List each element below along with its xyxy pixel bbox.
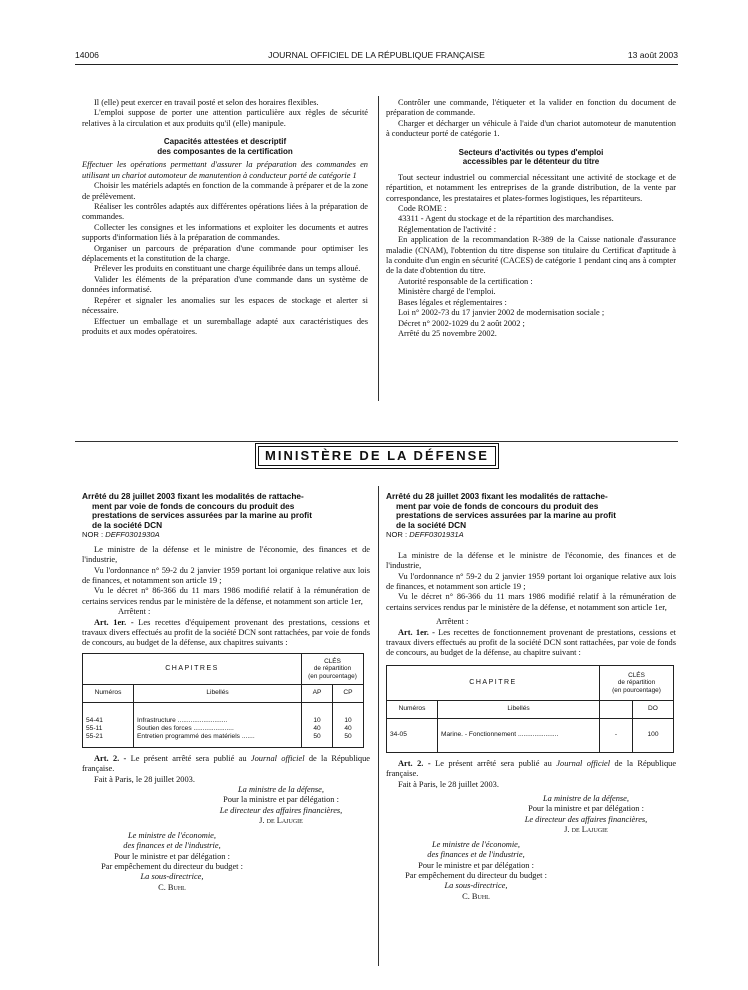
ministere-banner: MINISTÈRE DE LA DÉFENSE	[258, 446, 496, 466]
issue-date: 13 août 2003	[627, 50, 678, 60]
table-cell-ap: 10 40 50	[302, 702, 333, 747]
table-cell-dash: -	[600, 718, 633, 752]
signature-block-2: Le ministre de l'économie, des finances et de l'industrie, Pour le ministre et par délégation : Par empêchement du directeur du budget : La sous-directrice, C. Buhl	[101, 830, 243, 892]
table-cell-numeros: 54-41 55-11 55-21	[83, 702, 134, 747]
paragraph: Il (elle) peut exercer en travail posté et selon des horaires flexibles.	[94, 98, 319, 107]
arrete-title: Arrêté du 28 juillet 2003 fixant les modalités de rattache- ment par voie de fonds de concours du produit des prestations de services assurées par la marine au profit de la société DCN	[82, 491, 312, 530]
arrete-title: Arrêté du 28 juillet 2003 fixant les modalités de rattache- ment par voie de fonds de concours du produit des prestations de services assurées par la marine au profit de la société DCN	[386, 491, 616, 530]
paragraph: Contrôler une commande, l'étiqueter et la valider en fonction du document de préparation de commande.	[386, 98, 676, 118]
list-item: Collecter les consignes et les informations et exploiter les documents et autres supports d'information liés à la préparation de commandes.	[82, 222, 368, 243]
paragraph: Le ministre de la défense et le ministre de l'économie, des finances et de l'industrie,	[82, 544, 370, 565]
article-2: Art. 2. - Le présent arrêté sera publié au Journal officiel de la République française.	[386, 758, 677, 779]
section-title: des composantes de la certification	[157, 146, 293, 156]
fait-a-paris: Fait à Paris, le 28 juillet 2003.	[94, 774, 195, 784]
table-header: CHAPITRE	[387, 665, 600, 700]
fait-a-paris: Fait à Paris, le 28 juillet 2003.	[398, 779, 499, 789]
list-item: Réaliser les contrôles adaptés aux différentes opérations liées à la préparation de commandes.	[82, 202, 368, 222]
section-title: Capacités attestées et descriptif	[163, 137, 287, 147]
autorite-value: Ministère chargé de l'emploi.	[398, 287, 496, 297]
column-divider-bottom	[378, 486, 379, 966]
table-header-cles: CLÉS de répartition (en pourcentage)	[302, 653, 364, 684]
column-divider-top	[378, 96, 379, 401]
bases-label: Bases légales et réglementaires :	[398, 297, 507, 307]
table-header: CHAPITRES	[83, 653, 302, 684]
paragraph: La ministre de la défense et le ministre de l'économie, des finances et de l'industrie,	[386, 550, 676, 571]
signature-block-2: Le ministre de l'économie, des finances et de l'industrie, Pour le ministre et par délégation : Par empêchement du directeur du budget : La sous-directrice, C. Buhl	[405, 839, 547, 901]
ministere-rule	[75, 441, 678, 442]
col-header: Numéros	[83, 684, 134, 702]
list-item: Organiser un parcours de préparation d'une commande pour optimiser les déplacements et la constitution de la charge.	[82, 243, 368, 264]
paragraph: Vu l'ordonnance n° 59-2 du 2 janvier 1959 portant loi organique relative aux lois de finances, et notamment son article 19 ;	[82, 565, 370, 585]
table-header-cles: CLÉS de répartition (en pourcentage)	[600, 665, 674, 700]
page-number: 14006	[75, 50, 99, 60]
bases-item: Décret n° 2002-1029 du 2 août 2002 ;	[398, 318, 525, 328]
nor-reference: NOR : DEFF0301930A	[82, 530, 160, 540]
paragraph: L'emploi suppose de porter une attention particulière aux règles de sécurité relatives à la circulation et aux produits qu'il (elle) manipule.	[82, 108, 368, 128]
reglementation-label: Réglementation de l'activité :	[398, 224, 497, 234]
signature-block-1: La ministre de la défense, Pour la ministre et par délégation : Le directeur des affaires financières, J. de Lajugie	[219, 785, 343, 826]
arrete-left	[82, 492, 370, 893]
bases-item: Arrêté du 25 novembre 2002.	[398, 328, 497, 338]
paragraph: Vu le décret n° 86-366 du 11 mars 1986 modifié relatif à la rémunération de certains services rendus par le ministère de la défense, et notamment son article 1er,	[386, 592, 676, 612]
table-cell-libelles: Infrastructure ........................... Soutien des forces ...................... Entretien programmé des matériels .......	[134, 702, 302, 747]
top-right-column	[386, 98, 676, 339]
table-cell-cp: 10 40 50	[333, 702, 364, 747]
list-item: Effectuer un emballage et un suremballage adapté aux caractéristiques des produits et aux modes opératoires.	[82, 316, 368, 336]
code-rome-value: 43311 - Agent du stockage et de la répartition des marchandises.	[398, 214, 614, 224]
table-cell-libelles: Marine. - Fonctionnement ......................	[438, 718, 600, 752]
section-title: accessibles par le détenteur du titre	[462, 157, 600, 167]
table-cell-do: 100	[633, 718, 674, 752]
arrete-right	[386, 492, 676, 902]
col-header: CP	[333, 684, 364, 702]
header-rule	[75, 64, 678, 65]
signature-block-1: La ministre de la défense, Pour la ministre et par délégation : Le directeur des affaires financières, J. de Lajugie	[524, 794, 648, 835]
col-header: DO	[633, 700, 674, 718]
chapitre-table	[386, 665, 674, 753]
code-rome-label: Code ROME :	[398, 204, 447, 214]
col-header: Numéros	[387, 700, 438, 718]
reglementation-text: En application de la recommandation R-389 de la Caisse nationale d'assurance maladie (CNAM), l'obtention du titre dispense son titulaire du Certificat d'aptitude à la conduite d'un engin en sécurité (CACES) de catégorie 1 pendant cinq ans à compter de la date d'obtention du titre.	[386, 235, 676, 276]
nor-reference: NOR : DEFF0301931A	[386, 530, 464, 540]
col-header: AP	[302, 684, 333, 702]
paragraph: Tout secteur industriel ou commercial nécessitant une activité de stockage et de répartition, et notamment les entreprises de la grande distribution, de la vente par correspondance, les prestataires et plates-formes logistiques, les répartiteurs.	[386, 172, 676, 203]
page-header	[75, 50, 678, 64]
italic-intro: Effectuer les opérations permettant d'assurer la préparation des commandes en utilisant un chariot automoteur de manutention à conducteur porté de catégorie 1	[82, 160, 368, 180]
paragraph: Charger et décharger un véhicule à l'aide d'un chariot automoteur de manutention à conducteur porté de catégorie 1.	[386, 118, 676, 139]
table-cell-numeros: 34-05	[387, 718, 438, 752]
chapitres-table	[82, 653, 364, 748]
article-1: Art. 1er. - Les recettes d'équipement provenant des prestations, cessions et travaux divers effectués au profit de la société DCN sont rattachées, par voie de fonds de concours, au budget de la défense, aux chapitres suivants :	[82, 617, 370, 648]
article-2: Art. 2. - Le présent arrêté sera publié au Journal officiel de la République française.	[82, 753, 371, 774]
journal-title: JOURNAL OFFICIEL DE LA RÉPUBLIQUE FRANÇAISE	[268, 50, 485, 60]
top-left-column	[82, 98, 368, 337]
col-header: Libellés	[438, 700, 600, 718]
col-blank	[600, 700, 633, 718]
section-title: Secteurs d'activités ou types d'emploi	[458, 147, 604, 157]
list-item: Repérer et signaler les anomalies sur les espaces de stockage et alerter si nécessaire.	[82, 295, 368, 316]
autorite-label: Autorité responsable de la certification :	[398, 276, 533, 286]
col-header: Libellés	[134, 684, 302, 702]
list-item: Prélever les produits en constituant une charge équilibrée dans un temps alloué.	[94, 264, 361, 274]
list-item: Choisir les matériels adaptés en fonction de la commande à préparer et de la zone de prélèvement.	[82, 181, 368, 201]
paragraph: Vu le décret n° 86-366 du 11 mars 1986 modifié relatif à la rémunération de certains services rendus par le ministère de la défense, et notamment son article 1er,	[82, 586, 370, 606]
paragraph: Vu l'ordonnance n° 59-2 du 2 janvier 1959 portant loi organique relative aux lois de finances, et notamment son article 19 ;	[386, 571, 676, 591]
bases-item: Loi n° 2002-73 du 17 janvier 2002 de modernisation sociale ;	[398, 308, 605, 318]
article-1: Art. 1er. - Les recettes de fonctionnement provenant de prestations, cessions et travaux divers effectués au profit de la société DCN sont rattachées, par voie de fonds de concours, au budget de la défense, au chapitre suivant :	[386, 627, 676, 658]
list-item: Valider les éléments de la préparation d'une commande dans un système de données informatisé.	[82, 274, 368, 295]
arretent: Arrêtent :	[118, 607, 151, 617]
arretent: Arrêtent :	[436, 617, 469, 627]
